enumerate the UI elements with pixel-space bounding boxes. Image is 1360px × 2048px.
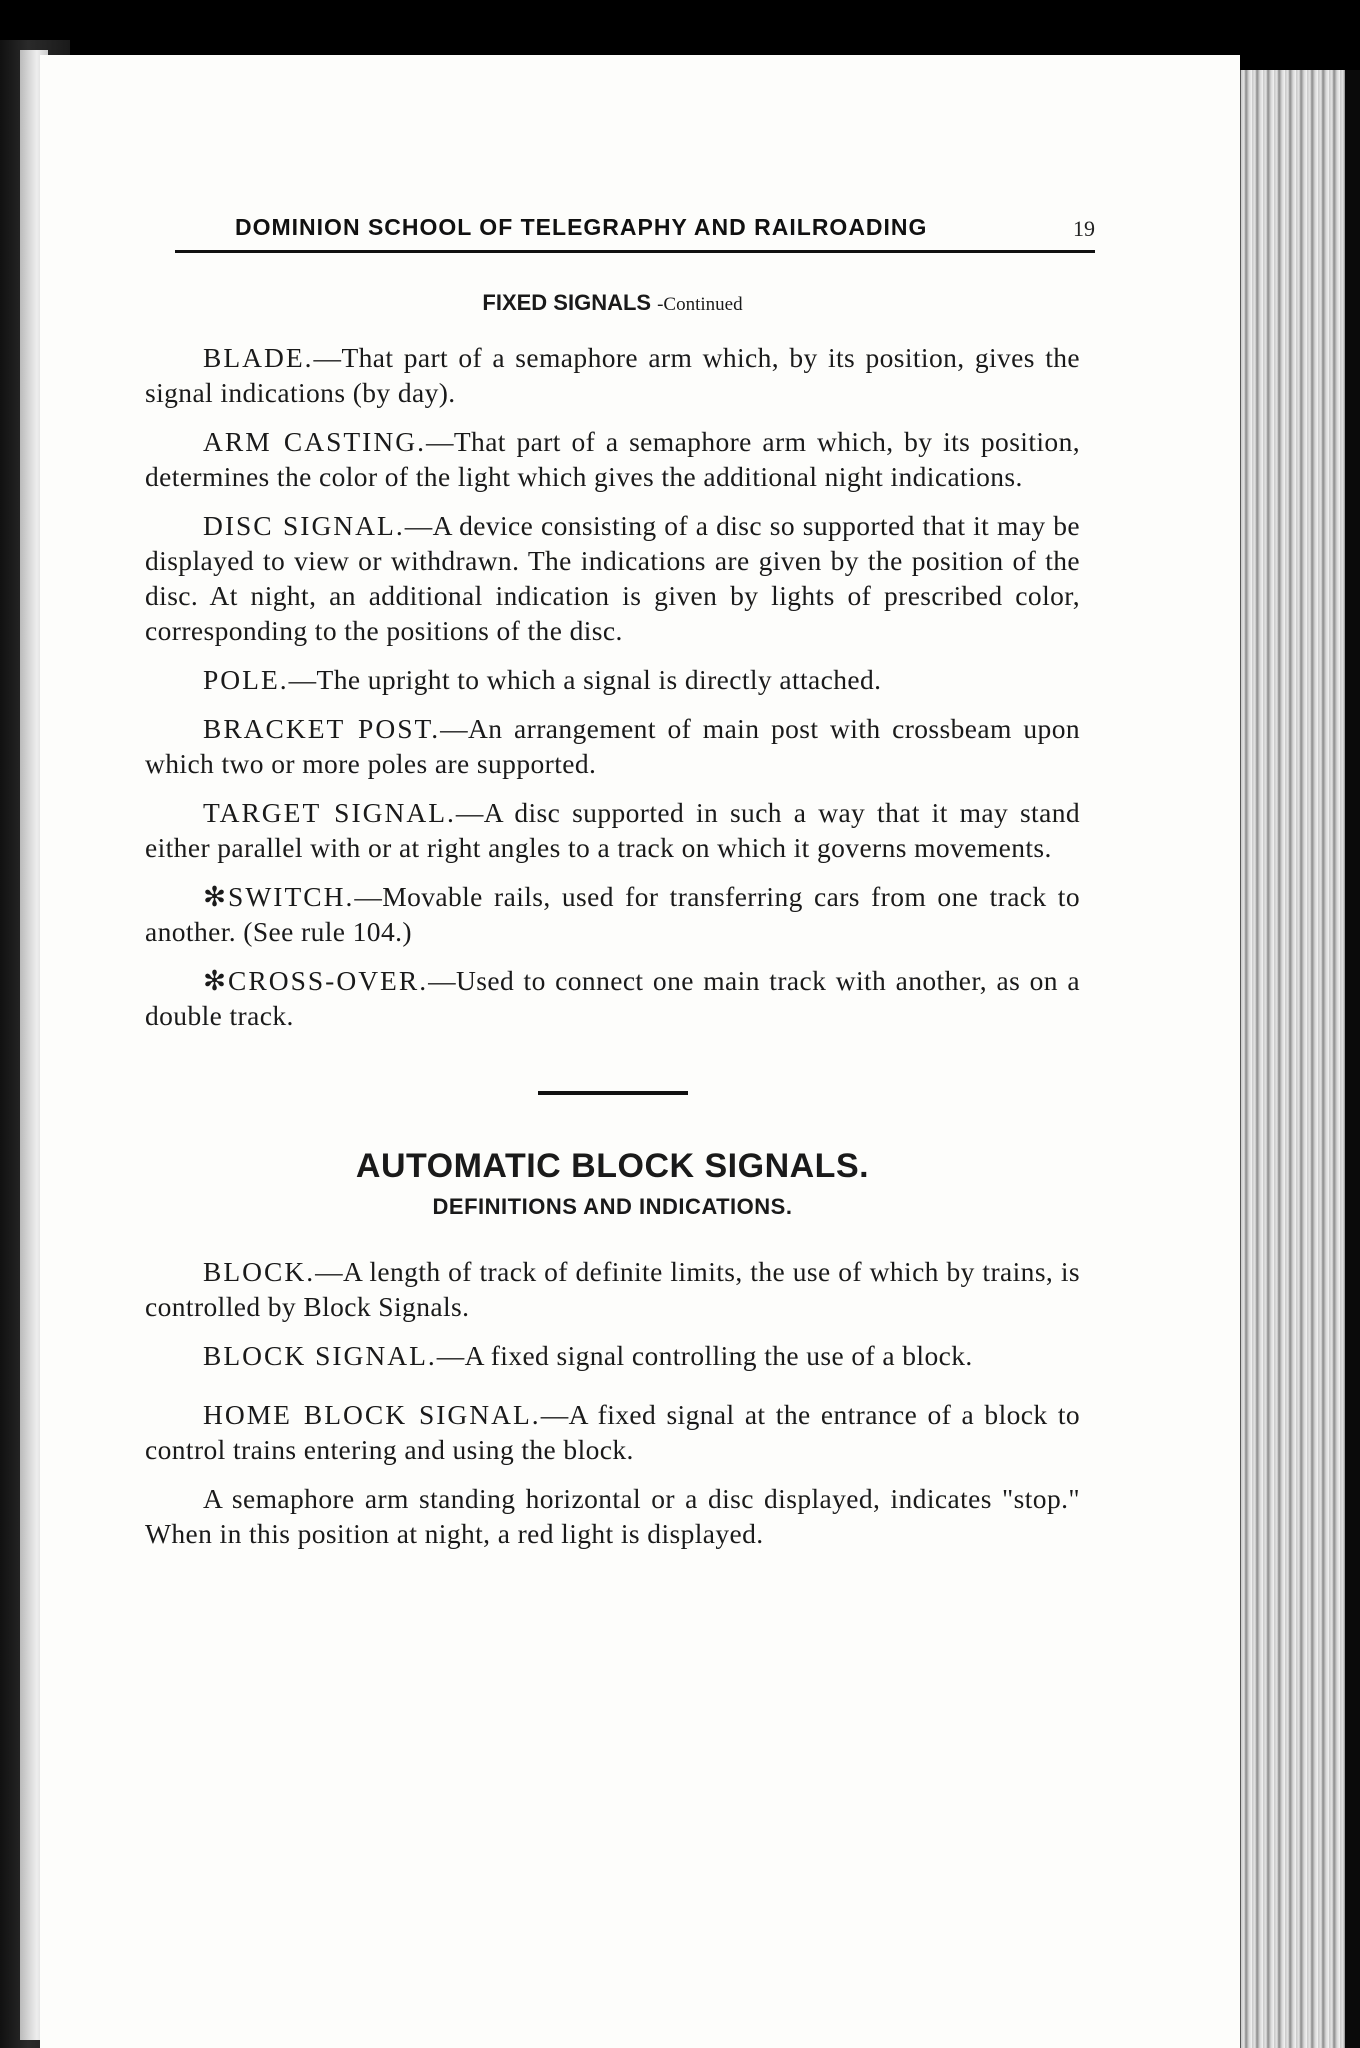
definition-disc-signal	[145, 508, 1080, 648]
running-head	[175, 200, 1095, 260]
page-content	[145, 290, 1080, 1565]
definition-block	[145, 1254, 1080, 1324]
definition-term: TARGET SIGNAL.	[203, 797, 456, 828]
definition-target-signal	[145, 795, 1080, 865]
definition-text: —A disc supported in such a way that it may stand either parallel with or at right angles to a track on which it governs movements.	[145, 797, 1080, 863]
continued-label: -Continued	[657, 294, 743, 315]
definition-cross-over	[145, 963, 1080, 1033]
definition-bracket-post	[145, 711, 1080, 781]
page-edges-right	[1238, 70, 1360, 2048]
definition-block-signal	[145, 1338, 1080, 1373]
definition-term: DISC SIGNAL.	[203, 510, 405, 541]
section-title-fixed-signals	[145, 290, 1080, 316]
definition-term: ✻CROSS-OVER.	[203, 965, 429, 996]
definition-term: BLADE.	[203, 342, 314, 373]
definition-term: HOME BLOCK SIGNAL.	[203, 1399, 541, 1430]
definition-arm-casting	[145, 424, 1080, 494]
definition-term: BRACKET POST.	[203, 713, 441, 744]
definition-text: —A fixed signal controlling the use of a block.	[436, 1340, 973, 1371]
section-subtitle: DEFINITIONS AND INDICATIONS.	[432, 1194, 793, 1219]
definition-term: BLOCK SIGNAL.	[203, 1340, 437, 1371]
paragraph-stop-indication	[145, 1481, 1080, 1551]
section-divider	[538, 1091, 688, 1095]
definition-text: A semaphore arm standing horizontal or a disc displayed, indicates "stop." When in this position at night, a red light is displayed.	[145, 1483, 1080, 1549]
definition-term: ARM CASTING.	[203, 426, 426, 457]
definition-text: —That part of a semaphore arm which, by its position, gives the signal indications (by day).	[145, 342, 1080, 408]
definition-text: —That part of a semaphore arm which, by its position, determines the color of the light which gives the additional night indications.	[145, 426, 1080, 492]
running-title: DOMINION SCHOOL OF TELEGRAPHY AND RAILROADING	[235, 214, 928, 240]
definition-text: —A fixed signal at the entrance of a block to control trains entering and using the block.	[145, 1399, 1081, 1465]
definition-text: —A device consisting of a disc so supported that it may be displayed to view or withdrawn. The indications are given by the position of the disc. At night, an additional indication is given by lights of prescribed color, corresponding to the positions of the disc.	[145, 510, 1080, 646]
section-title-text: FIXED SIGNALS	[482, 290, 652, 315]
definition-text: —The upright to which a signal is directly attached.	[288, 664, 882, 695]
definition-term: BLOCK.	[203, 1256, 316, 1287]
definition-text: —Used to connect one main track with another, as on a double track.	[145, 965, 1080, 1031]
page-number: 19	[1073, 216, 1095, 241]
header-rule	[175, 250, 1095, 253]
definition-pole	[145, 662, 1080, 697]
definition-switch	[145, 879, 1080, 949]
definition-term: ✻SWITCH.	[203, 881, 355, 912]
definition-text: —Movable rails, used for transferring cars from one track to another. (See rule 104.)	[145, 881, 1080, 947]
section-title-automatic-block-signals: AUTOMATIC BLOCK SIGNALS.	[355, 1147, 870, 1185]
definition-blade	[145, 340, 1080, 410]
definition-home-block-signal	[145, 1397, 1080, 1467]
definition-text: —A length of track of definite limits, the use of which by trains, is controlled by Block Signals.	[145, 1256, 1080, 1322]
definition-text: —An arrangement of main post with crossbeam upon which two or more poles are supported.	[145, 713, 1080, 779]
definition-term: POLE.	[203, 664, 289, 695]
